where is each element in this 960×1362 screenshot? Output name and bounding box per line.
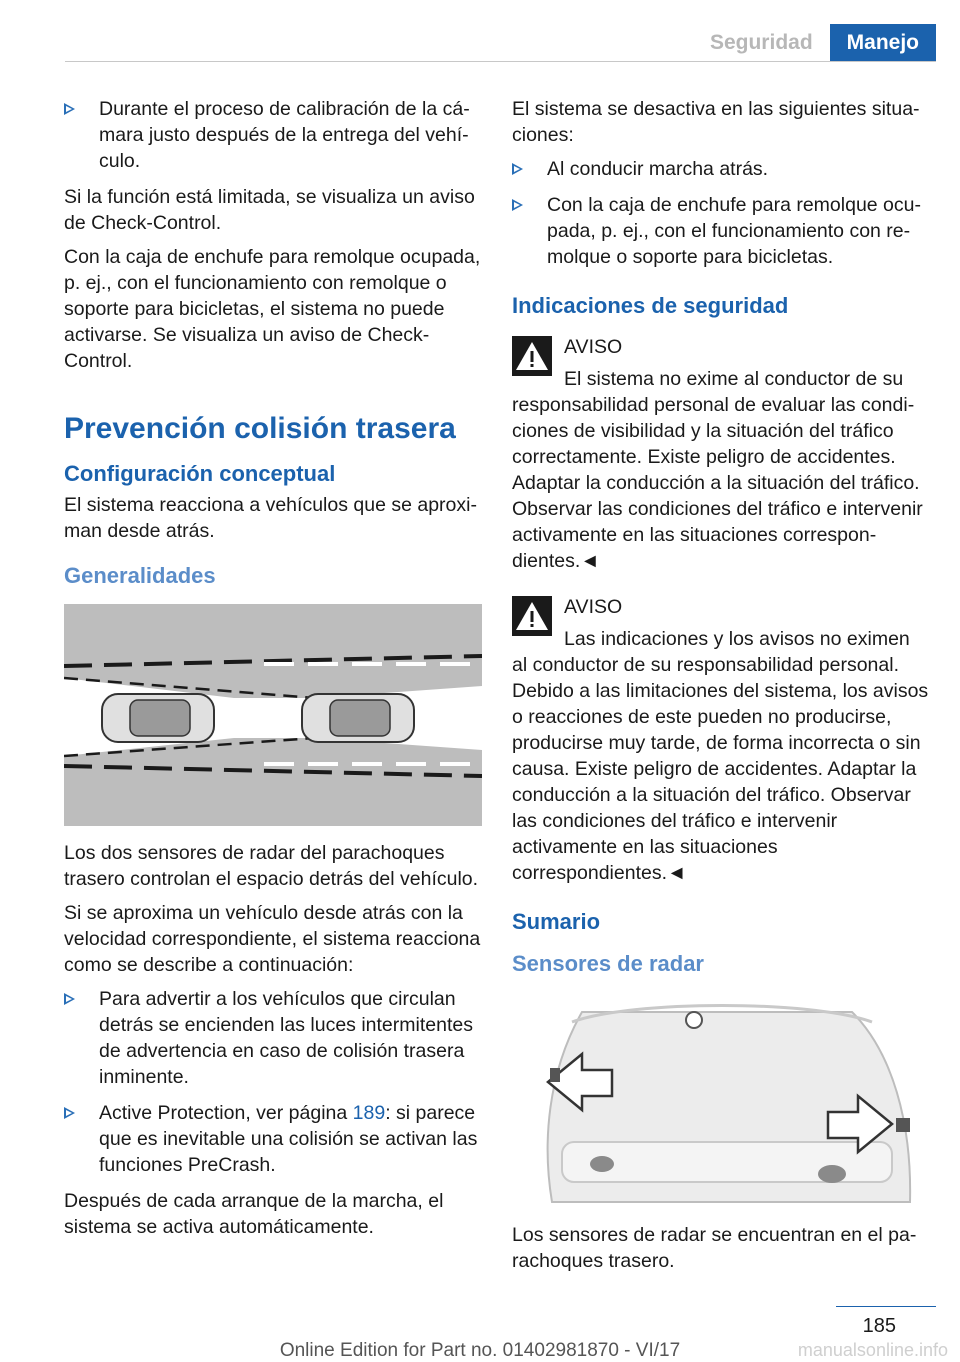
warning-text-first: Las indicaciones y los avisos no eximen [564,628,910,650]
para-sensors: Los dos sensores de radar del parachoques trasero controlan el espacio detrás del vehículo. [64,842,479,890]
subsection-general: Generalidades [64,563,216,588]
watermark: manualsonline.info [797,1340,948,1360]
header-rule [65,61,936,62]
subsection-radar: Sensores de radar [512,951,704,976]
bullet-triangle-icon [64,103,75,115]
bullet-active-protection: Active Protection, ver página 189: si parece que es inevitable una colisión se activan las funciones PreCrash. [64,1100,482,1178]
road-illustration [64,604,482,826]
para-approach: Si se aproxima un vehículo desde atrás con la velocidad correspondiente, el sistema reacciona como se describe a continuación: [64,902,481,976]
bullet-trailer: Con la caja de enchufe para remolque ocupada, p. ej., con el funcionamiento con remolque o soporte para bicicletas. [512,192,930,270]
warning-title: AVISO [564,336,623,358]
front-car [302,694,414,742]
edition-note: Online Edition for Part no. 01402981870 - VI/17 [279,1340,681,1361]
warning-block-1 [512,334,930,574]
tab-manejo[interactable]: Manejo [830,24,936,62]
para-start: Después de cada arranque de la marcha, el sistema se activa automáticamente. [64,1190,444,1238]
para-concept: El sistema reacciona a vehículos que se aproximan desde atrás. [64,494,477,542]
right-column [512,96,930,1282]
page-link-189[interactable]: 189 [352,1102,386,1124]
warning-triangle-icon [512,596,552,636]
warning-text-first: El sistema no exime al conductor de su [564,368,904,390]
warning-block-2 [512,594,930,886]
bullet-triangle-icon [512,199,523,211]
bullet-calibration: Durante el proceso de calibración de la cámara justo después de la entrega del vehículo. [64,96,482,174]
section-title: Prevención colisión trasera [64,412,456,445]
rear-car [102,694,214,742]
car-rear-illustration [512,992,930,1210]
warning-text: responsabilidad personal de evaluar las condiciones de visibilidad y la situación del tráfico correctamente. Existe peligro de accidentes. Adaptar la conducción a la situación del tráfico. Observar las condiciones del tráfico e intervenir activamente en las situaciones correspondientes.◄ [512,394,923,572]
tab-seguridad[interactable]: Seguridad [709,31,813,54]
para-limited: Si la función está limitada, se visualiza un aviso de Check-Control. [64,186,475,234]
para-trailer: Con la caja de enchufe para remolque ocupada, p. ej., con el funcionamiento con remolque o soporte para bicicletas, el sistema no puede activarse. Se visualiza un aviso de Check-Control. [64,246,481,372]
footer-rule [836,1306,936,1307]
bullet-hazard-lights: Para advertir a los vehículos que circulan detrás se encienden las luces intermitentes de advertencia en caso de colisión trasera inminente. [64,986,482,1090]
para-deactivate: El sistema se desactiva en las siguientes situaciones: [512,98,920,146]
header-tabs [693,24,936,62]
bullet-triangle-icon [64,993,75,1005]
bullet-triangle-icon [64,1107,75,1119]
warning-text: al conductor de su responsabilidad personal. Debido a las limitaciones del sistema, los avisos o reacciones de este pueden no producirse, producirse muy tarde, de forma incorrecta o sin causa. Existe peligro de accidentes. Adaptar la conducción a la situación del tráfico. Observar las condiciones del tráfico e intervenir activamente en las situaciones correspondientes.◄ [512,654,929,884]
warning-triangle-icon [512,336,552,376]
subsection-safety: Indicaciones de seguridad [512,293,789,318]
bullet-reverse: Al conducir marcha atrás. [512,156,930,182]
warning-title: AVISO [564,596,623,618]
bullet-triangle-icon [512,163,523,175]
left-column [64,96,482,1248]
subsection-summary: Sumario [512,909,601,934]
page-number: 185 [862,1315,896,1337]
para-radar: Los sensores de radar se encuentran en el parachoques trasero. [512,1224,917,1272]
subsection-concept: Configuración conceptual [64,461,336,486]
